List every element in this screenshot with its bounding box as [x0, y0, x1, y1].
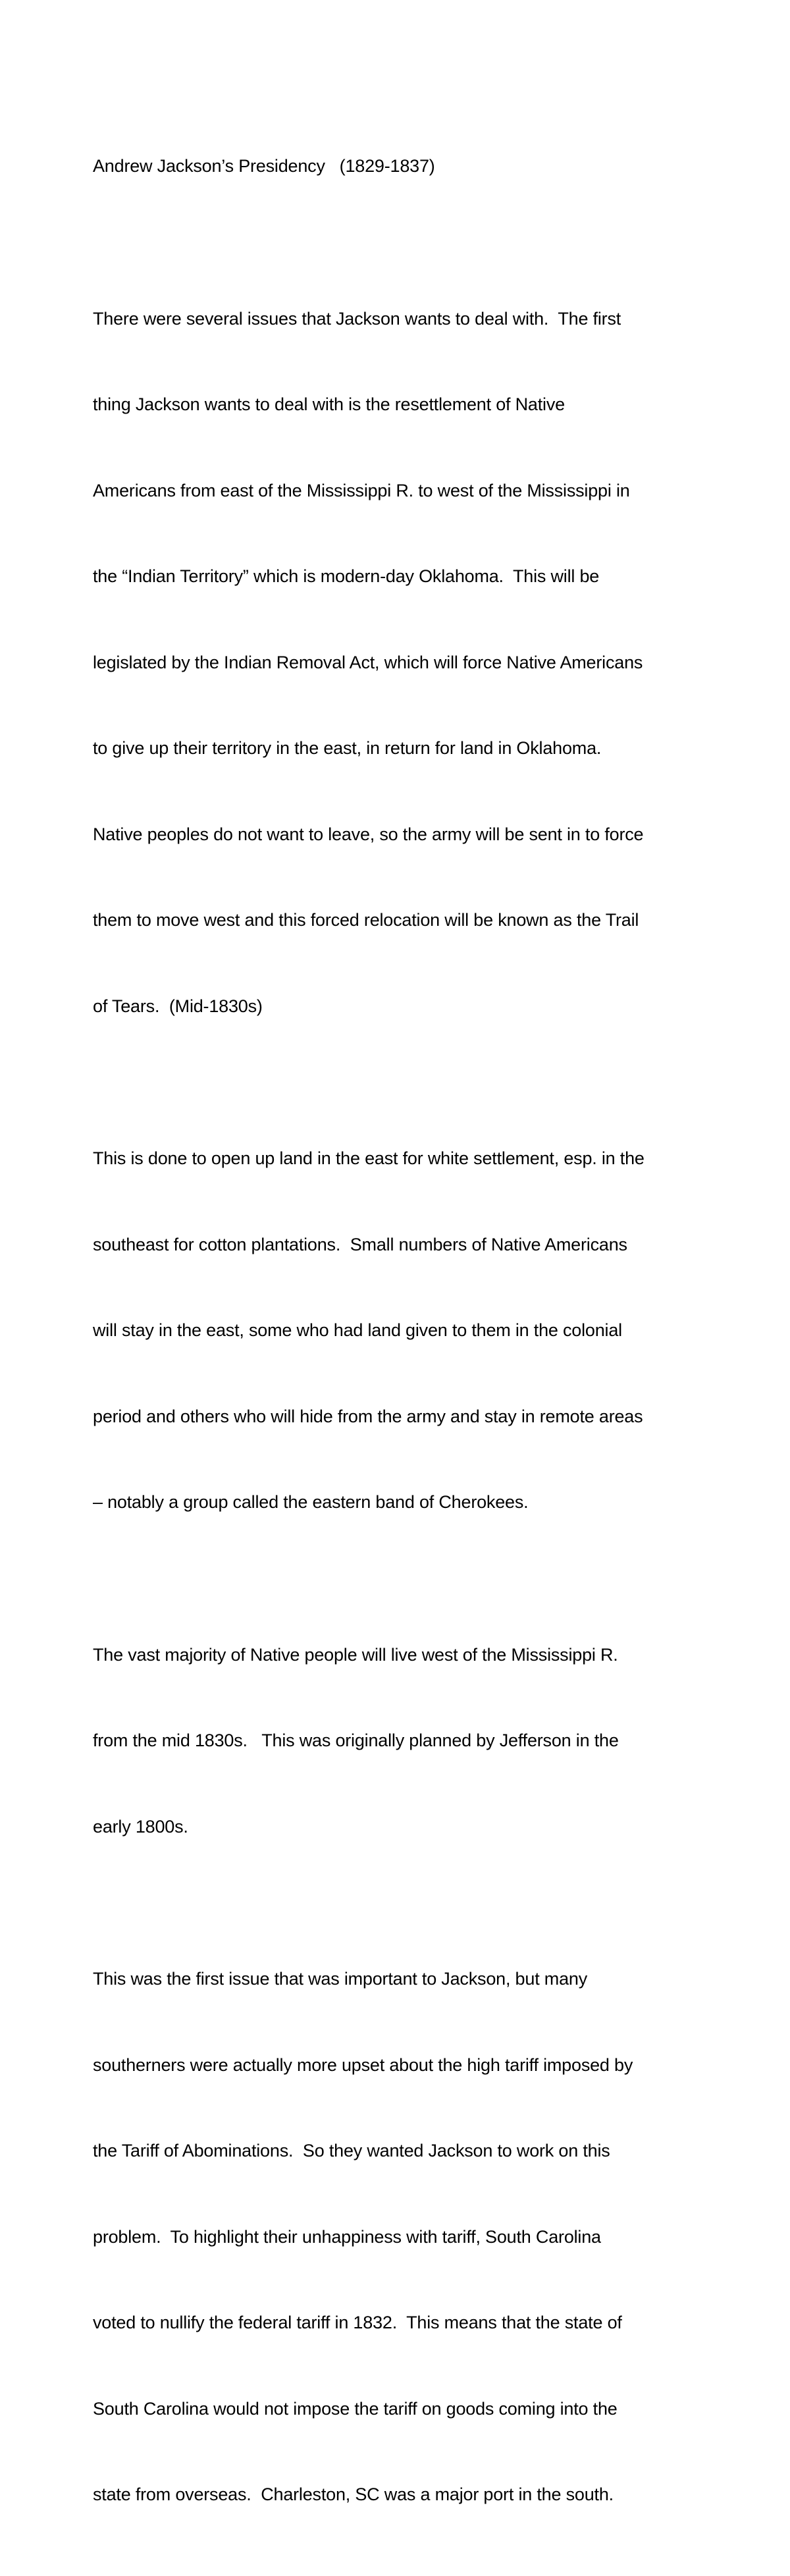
paragraph-line: period and others who will hide from the army and stay in remote areas: [93, 1406, 643, 1426]
paragraph-line: to give up their territory in the east, in return for land in Oklahoma.: [93, 738, 602, 758]
paragraph-line: This is done to open up land in the east for white settlement, esp. in the: [93, 1148, 645, 1168]
title-text: Andrew Jackson’s Presidency (1829-1837): [93, 156, 435, 176]
paragraph-line: voted to nullify the federal tariff in 1832. This means that the state of: [93, 2313, 622, 2332]
paragraph-line: southerners were actually more upset about the high tariff imposed by: [93, 2054, 633, 2075]
paragraph-line: South Carolina would not impose the tariff on goods coming into the: [93, 2398, 618, 2419]
paragraph-line: Native peoples do not want to leave, so the army will be sent in to force: [93, 824, 644, 844]
paragraph-line: of Tears. (Mid-1830s): [93, 996, 263, 1016]
paragraph-line: The vast majority of Native people will live west of the Mississippi R.: [93, 1644, 618, 1665]
paragraph-line: state from overseas. Charleston, SC was a major port in the south.: [93, 2484, 614, 2504]
paragraph-line: Americans from east of the Mississippi R. to west of the Mississippi in: [93, 480, 630, 500]
paragraph-line: from the mid 1830s. This was originally planned by Jefferson in the: [93, 1731, 619, 1750]
paragraph-line: This was the first issue that was important to Jackson, but many: [93, 1969, 588, 1989]
document-title: [93, 95, 712, 238]
paragraph-line: problem. To highlight their unhappiness with tariff, South Carolina: [93, 2226, 601, 2247]
paragraph-line: the “Indian Territory” which is modern-day Oklahoma. This will be: [93, 566, 600, 586]
paragraph-1: [93, 248, 712, 1079]
paragraph-line: – notably a group called the eastern band of Cherokees.: [93, 1492, 529, 1512]
paragraph-line: will stay in the east, some who had land given to them in the colonial: [93, 1320, 622, 1340]
paragraph-line: thing Jackson wants to deal with is the resettlement of Native: [93, 394, 565, 414]
paragraph-line: early 1800s.: [93, 1816, 188, 1837]
paragraph-line: legislated by the Indian Removal Act, which will force Native Americans: [93, 652, 643, 672]
paragraph-3: [93, 1584, 712, 1899]
document-body: [93, 95, 712, 2576]
paragraph-line: the Tariff of Abominations. So they wanted Jackson to work on this: [93, 2141, 610, 2160]
paragraph-line: them to move west and this forced relocation will be known as the Trail: [93, 910, 639, 930]
paragraph-4: [93, 1908, 712, 2567]
paragraph-line: There were several issues that Jackson wants to deal with. The first: [93, 308, 621, 329]
paragraph-2: [93, 1087, 712, 1574]
paragraph-line: southeast for cotton plantations. Small numbers of Native Americans: [93, 1234, 627, 1254]
